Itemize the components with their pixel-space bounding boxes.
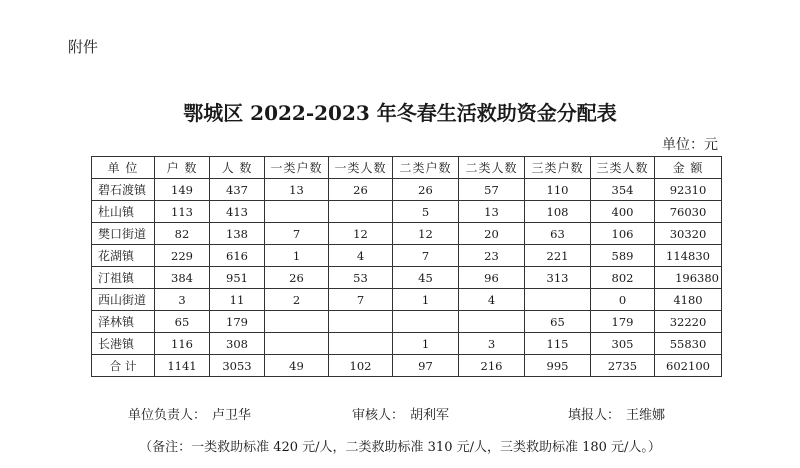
table-cell: 995 [525,355,591,377]
table-cell: 3 [459,333,525,355]
column-header: 二类户数 [393,157,459,179]
table-cell: 305 [591,333,655,355]
column-header: 金 额 [655,157,722,179]
table-cell: 108 [525,201,591,223]
distribution-table [91,156,722,377]
table-cell: 179 [591,311,655,333]
table-cell [329,311,393,333]
column-header: 单 位 [92,157,155,179]
table-cell: 2 [265,289,329,311]
table-cell: 12 [393,223,459,245]
table-row [92,289,722,311]
reviewer-label: 审核人： [352,408,405,423]
table-cell: 63 [525,223,591,245]
table-header-row [92,157,722,179]
table-cell: 1141 [155,355,210,377]
table-cell: 384 [155,267,210,289]
table-cell: 12 [329,223,393,245]
table-cell: 4 [459,289,525,311]
table-cell: 216 [459,355,525,377]
column-header: 三类户数 [525,157,591,179]
column-header: 二类人数 [459,157,525,179]
table-cell: 55830 [655,333,722,355]
reporter-signature [568,404,665,423]
row-name-cell: 樊口街道 [92,223,155,245]
table-cell: 65 [525,311,591,333]
footnote: （备注：一类救助标准 420 元/人，二类救助标准 310 元/人，三类救助标准 180 元/人。） [139,440,661,455]
table-cell: 179 [210,311,265,333]
reviewer-signature [352,404,449,423]
table-cell: 26 [393,179,459,201]
page-title: 鄂城区 2022-2023 年冬春生活救助资金分配表 [183,101,617,125]
table-cell: 354 [591,179,655,201]
table-row [92,179,722,201]
table-row [92,333,722,355]
row-name-cell: 杜山镇 [92,201,155,223]
unit-head-name: 卢卫华 [212,408,252,423]
row-name-cell: 长港镇 [92,333,155,355]
table-cell: 229 [155,245,210,267]
table-cell: 114830 [655,245,722,267]
table-cell: 97 [393,355,459,377]
table-cell [459,311,525,333]
table-row [92,201,722,223]
table-cell: 1 [393,333,459,355]
table-cell [329,201,393,223]
column-header: 一类户数 [265,157,329,179]
table-body [92,179,722,377]
table-cell [393,311,459,333]
unit-head-signature [128,404,251,423]
table-cell: 2735 [591,355,655,377]
table-cell: 32220 [655,311,722,333]
table-cell [265,311,329,333]
table-cell: 57 [459,179,525,201]
table-cell: 13 [265,179,329,201]
row-name-cell: 泽林镇 [92,311,155,333]
table-cell: 116 [155,333,210,355]
table-cell: 802 [591,267,655,289]
reviewer-name: 胡利军 [410,408,450,423]
column-header: 三类人数 [591,157,655,179]
table-cell [265,201,329,223]
table-cell: 26 [265,267,329,289]
table-cell: 11 [210,289,265,311]
row-name-cell: 合 计 [92,355,155,377]
table-cell: 149 [155,179,210,201]
table-cell: 3053 [210,355,265,377]
table-cell: 413 [210,201,265,223]
table-cell [265,333,329,355]
table-row [92,311,722,333]
table-cell: 49 [265,355,329,377]
table-cell: 7 [393,245,459,267]
table-cell: 1 [393,289,459,311]
table-cell: 1 [265,245,329,267]
table-cell: 115 [525,333,591,355]
total-row [92,355,722,377]
table-row [92,223,722,245]
table-cell: 102 [329,355,393,377]
table-row [92,245,722,267]
table-cell: 400 [591,201,655,223]
table-cell: 53 [329,267,393,289]
column-header: 一类人数 [329,157,393,179]
attachment-label: 附件 [68,38,99,56]
table-cell: 437 [210,179,265,201]
table-cell: 4 [329,245,393,267]
row-name-cell: 西山街道 [92,289,155,311]
table-cell: 589 [591,245,655,267]
table-cell: 113 [155,201,210,223]
table-cell: 76030 [655,201,722,223]
table-cell: 3 [155,289,210,311]
table-cell [525,289,591,311]
table-cell [329,333,393,355]
table-cell: 26 [329,179,393,201]
table-cell: 30320 [655,223,722,245]
table-cell: 0 [591,289,655,311]
row-name-cell: 汀祖镇 [92,267,155,289]
table-cell: 96 [459,267,525,289]
table-cell: 5 [393,201,459,223]
column-header: 人 数 [210,157,265,179]
table-cell: 82 [155,223,210,245]
table-cell: 196380 [655,267,722,289]
table-cell: 951 [210,267,265,289]
table-cell: 65 [155,311,210,333]
table-cell: 13 [459,201,525,223]
table-cell: 138 [210,223,265,245]
table-cell: 110 [525,179,591,201]
row-name-cell: 碧石渡镇 [92,179,155,201]
table-row [92,267,722,289]
table-cell: 7 [265,223,329,245]
table-cell: 106 [591,223,655,245]
table-cell: 602100 [655,355,722,377]
table-cell: 313 [525,267,591,289]
column-header: 户 数 [155,157,210,179]
reporter-name: 王维娜 [626,408,666,423]
table-cell: 221 [525,245,591,267]
table-cell: 20 [459,223,525,245]
table-cell: 308 [210,333,265,355]
unit-head-label: 单位负责人： [128,408,207,423]
table-cell: 616 [210,245,265,267]
table-cell: 92310 [655,179,722,201]
reporter-label: 填报人： [568,408,621,423]
table-cell: 4180 [655,289,722,311]
table-cell: 7 [329,289,393,311]
unit-label: 单位：元 [662,137,718,153]
row-name-cell: 花湖镇 [92,245,155,267]
table-cell: 23 [459,245,525,267]
table-cell: 45 [393,267,459,289]
